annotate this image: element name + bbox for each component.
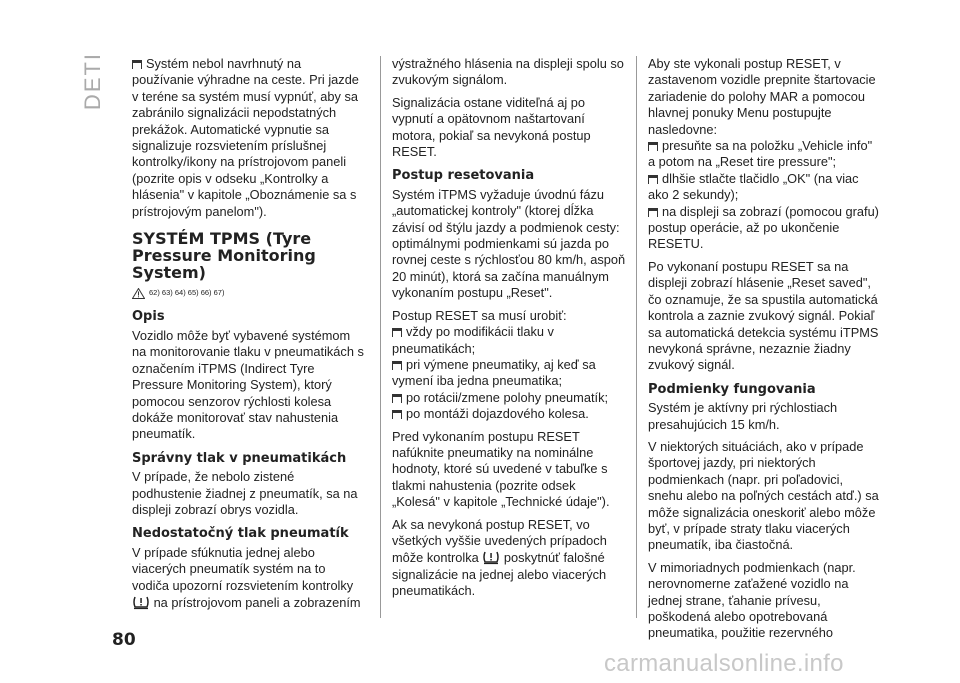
column-1 bbox=[132, 56, 364, 617]
list-item: pri výmene pneumatiky, aj keď sa vymení iba jedna pneumatika; bbox=[392, 356, 596, 389]
bullet-icon bbox=[648, 142, 658, 151]
paragraph: V prípade sfúknutia jednej alebo viacerých pneumatík systém na to vodiča upozorní rozsvietením kontrolky bbox=[132, 544, 354, 593]
warning-references: 62) 63) 64) 65) 66) 67) bbox=[132, 285, 364, 301]
bullet-icon bbox=[392, 328, 402, 337]
bullet-icon bbox=[392, 361, 402, 370]
list-item: vždy po modifikácii tlaku v pneumatikách; bbox=[392, 324, 554, 356]
column-3 bbox=[648, 56, 880, 648]
list-item: presuňte sa na položku „Vehicle info" a potom na „Reset tire pressure"; bbox=[648, 138, 873, 170]
list-item: na displeji sa zobrazí (pomocou grafu) postup operácie, až po ukončenie RESETU. bbox=[648, 203, 879, 252]
list-item: po montáži dojazdového kolesa. bbox=[392, 406, 626, 422]
tyre-pressure-warning-icon bbox=[482, 549, 500, 565]
column-2 bbox=[392, 56, 626, 606]
subheading-reset: Postup resetovania bbox=[392, 168, 535, 184]
column-divider bbox=[636, 56, 637, 618]
paragraph: Ak sa nevykoná postup RESET, vo všetkých vyššie uvedených prípadoch môže kontrolka poskytnúť falošné signalizácie na jednej alebo viacerých pneumatikách. bbox=[392, 516, 607, 599]
paragraph: Vozidlo môže byť vybavené systémom na monitorovanie tlaku v pneumatikách s označením iTPMS (Indirect Tyre Pressure Monitoring System), ktorý pomocou senzorov rýchlosti kolesa dokáže monitorovať stav nahustenia pneumatík. bbox=[132, 327, 364, 442]
paragraph: V mimoriadnych podmienkach (napr. nerovnomerne zaťažené vozidlo na jednej strane, ťahanie prívesu, poškodená alebo opotrebovaná pneumatika, použitie rezervného bbox=[648, 559, 856, 641]
paragraph: Systém je aktívny pri rýchlostiach presahujúcich 15 km/h. bbox=[648, 400, 838, 432]
paragraph: V prípade, že nebolo zistené podhustenie žiadnej z pneumatík, sa na displeji zobrazí obrys vozidla. bbox=[132, 469, 358, 517]
bullet-icon bbox=[132, 60, 142, 69]
paragraph: výstražného hlásenia na displeji spolu so zvukovým signálom. bbox=[392, 56, 624, 88]
section-heading: SYSTÉM TPMS (Tyre Pressure Monitoring System) bbox=[132, 229, 316, 283]
warning-triangle-icon bbox=[132, 288, 145, 299]
paragraph: Aby ste vykonali postup RESET, v zastavenom vozidle prepnite štartovacie zariadenie do polohy MAR a pomocou hlavnej ponuky Menu postupujte nasledovne: bbox=[648, 56, 876, 137]
tyre-pressure-warning-icon bbox=[132, 594, 150, 610]
list-item: po rotácii/zmene polohy pneumatík; bbox=[392, 390, 626, 406]
page-number: 80 bbox=[112, 630, 136, 650]
subheading-opis: Opis bbox=[132, 309, 165, 325]
list-item: dlhšie stlačte tlačidlo „OK" (na viac ako 2 sekundy); bbox=[648, 170, 859, 203]
chapter-side-tab bbox=[82, 50, 108, 110]
bullet-icon bbox=[392, 394, 402, 403]
subheading-correct-pressure: Správny tlak v pneumatikách bbox=[132, 450, 347, 466]
paragraph: V niektorých situáciách, ako v prípade športovej jazdy, pri niektorých podmienkach (napr. pri poľadovici, snehu alebo na poľných cestách atď.) sa môže signalizácia oneskoriť alebo môže byť, v prípade straty tlaku viacerých pneumatík, iba čiastočná. bbox=[648, 438, 879, 553]
bullet-icon bbox=[392, 410, 402, 419]
bullet-icon bbox=[648, 208, 658, 217]
column-divider bbox=[380, 56, 381, 618]
paragraph: Signalizácia ostane viditeľná aj po vypnutí a opätovnom naštartovaní motora, pokiaľ sa nevykoná postup RESET. bbox=[392, 94, 591, 160]
paragraph: na prístrojovom paneli a zobrazením bbox=[132, 594, 364, 611]
paragraph: Postup RESET sa musí urobiť: bbox=[392, 307, 567, 323]
paragraph: Systém iTPMS vyžaduje úvodnú fázu „automatickej kontroly" (ktorej dĺžka závisí od štýlu jazdy a podmienok cesty: optimálnymi podmienkami sú jazda po rovnej ceste s rýchlosťou 80 km/h, aspoň 20 minút), ktorá sa začína manuálnym vykonaním postupu „Reset". bbox=[392, 186, 626, 301]
bullet-paragraph: Systém nebol navrhnutý na používanie výhradne na ceste. Pri jazde v teréne sa systém musí vypnúť, aby sa zabránilo signalizácii nepodstatných prekážok. Automatické vypnutie sa signalizuje rozsvietením príslušnej kontrolky/ikony na prístrojovom paneli (pozrite opis v odseku „Kontrolky a hlásenia" v kapitole „Oboznámenie sa s prístrojovým panelom"). bbox=[132, 56, 359, 219]
subheading-low-pressure: Nedostatočný tlak pneumatík bbox=[132, 526, 349, 542]
paragraph: Po vykonaní postupu RESET sa na displeji zobrazí hlásenie „Reset saved", čo oznamuje, že sa spustila automatická kontrola a zaznie zvukový signál. Pokiaľ sa automatická detekcia systému iTPMS nevykoná správne, nezaznie žiadny zvukový signál. bbox=[648, 258, 879, 373]
watermark: carmanualsonline.info bbox=[604, 650, 844, 677]
subheading-conditions: Podmienky fungovania bbox=[648, 381, 816, 397]
chapter-label: DETI bbox=[80, 51, 106, 111]
bullet-icon bbox=[648, 175, 658, 184]
paragraph: Pred vykonaním postupu RESET nafúknite pneumatiky na nominálne hodnoty, ktoré sú uvedené v tabuľke s tlakmi nahustenia (pozrite odsek „Kolesá" v kapitole „Technické údaje"). bbox=[392, 428, 610, 510]
